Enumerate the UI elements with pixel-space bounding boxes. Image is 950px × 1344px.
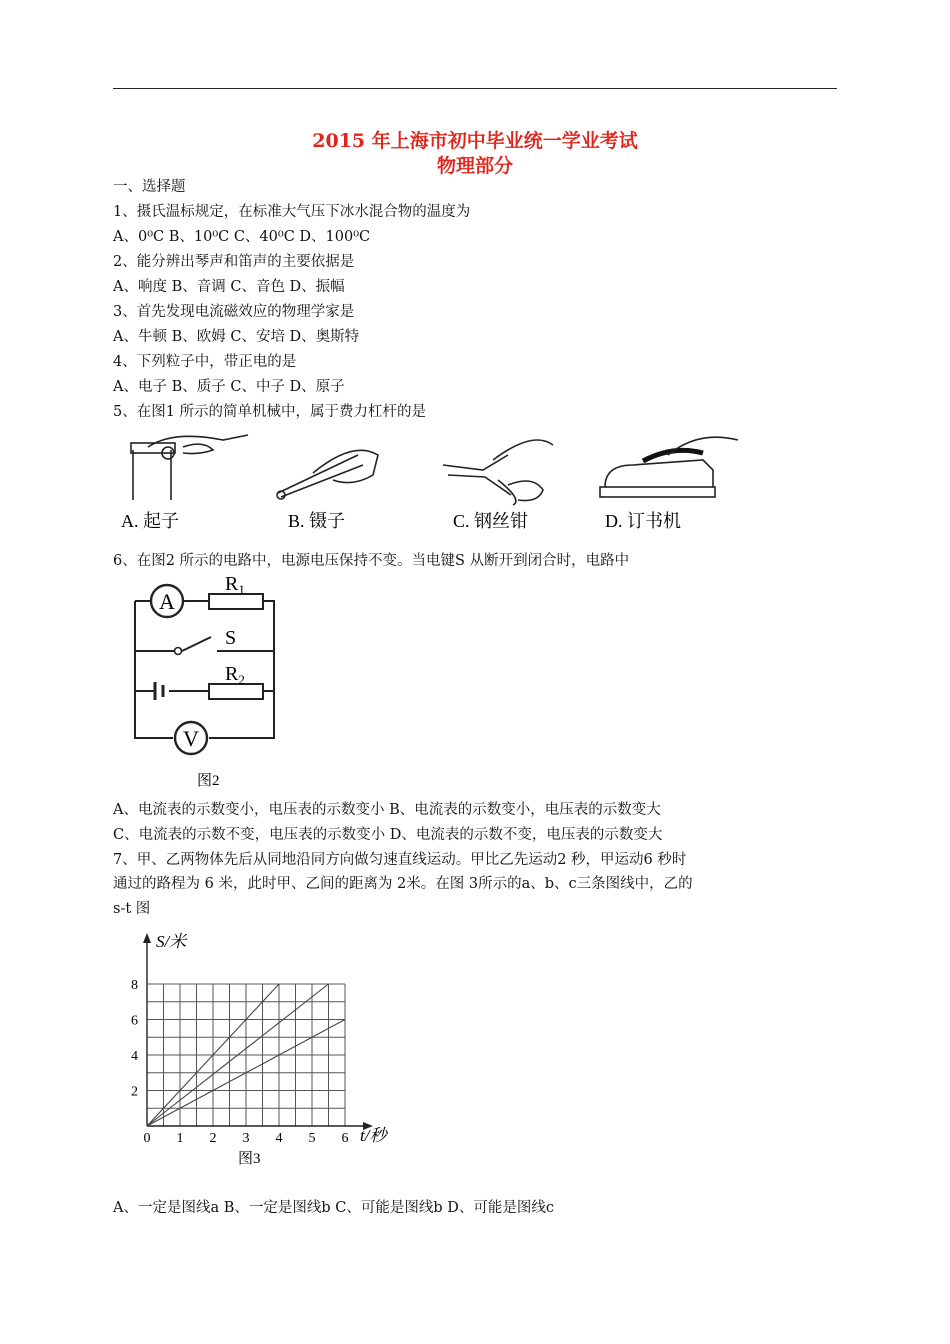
y-tick-label: 8 [131, 978, 138, 993]
r2-label: $R_2$ [225, 663, 245, 687]
ammeter-label: A [159, 589, 175, 614]
fig1-label-b: B. 镊子 [288, 511, 346, 531]
x-tick-label: 3 [242, 1131, 250, 1146]
voltmeter-label: V [183, 726, 199, 751]
switch-contact [175, 648, 182, 655]
q3-stem: 3、首先发现电流磁效应的物理学家是 [113, 304, 355, 320]
x-axis-label: t/秒 [360, 1126, 387, 1145]
x-tick-label: 0 [143, 1131, 151, 1146]
x-tick-label: 5 [308, 1131, 316, 1146]
battery-symbol [155, 682, 163, 700]
x-tick-label: 6 [341, 1131, 349, 1146]
x-tick-label: 2 [209, 1131, 217, 1146]
q7-options: A、一定是图线a B、一定是图线b C、可能是图线b D、可能是图线c [113, 1200, 555, 1216]
q2-stem: 2、能分辨出琴声和笛声的主要依据是 [113, 254, 355, 270]
q6-options-cd: C、电流表的示数不变，电压表的示数变小 D、电流表的示数不变，电压表的示数变大 [113, 827, 663, 843]
x-tick-label: 4 [275, 1131, 283, 1146]
fig1-label-d: D. 订书机 [605, 511, 681, 531]
figure-3-st-chart [120, 925, 410, 1175]
fig1-label-a: A. 起子 [121, 511, 179, 531]
q7-line3: s-t 图 [113, 901, 151, 917]
figure-2-circuit [125, 572, 285, 792]
fig3-caption: 图3 [238, 1151, 261, 1167]
exam-title: 2015 年上海市初中毕业统一学业考试 [312, 130, 638, 152]
stapler-drawing [600, 437, 738, 497]
y-axis-label: S/米 [156, 932, 187, 951]
q5-stem: 5、在图1 所示的简单机械中，属于费力杠杆的是 [113, 404, 427, 420]
figure-1-tools [113, 425, 753, 535]
q4-options: A、电子 B、质子 C、中子 D、原子 [113, 379, 345, 395]
r1-label: $R_1$ [225, 573, 245, 597]
header-rule [113, 88, 837, 89]
resistor-r2 [209, 684, 263, 699]
q1-options: A、0⁰C B、10⁰C C、40⁰C D、100⁰C [113, 229, 371, 245]
tweezers-drawing [277, 450, 378, 499]
exam-subtitle: 物理部分 [436, 155, 513, 177]
section-heading: 一、选择题 [113, 179, 186, 195]
bottle-opener-drawing [131, 435, 248, 500]
y-tick-label: 6 [131, 1013, 138, 1029]
q3-options: A、牛顿 B、欧姆 C、安培 D、奥斯特 [113, 329, 360, 345]
resistor-r1 [209, 594, 263, 609]
fig2-caption: 图2 [197, 773, 220, 789]
fig1-label-c: C. 钢丝钳 [453, 511, 529, 531]
switch-label: S [225, 627, 237, 649]
y-tick-label: 2 [131, 1084, 138, 1100]
q6-stem: 6、在图2 所示的电路中，电源电压保持不变。当电键S 从断开到闭合时，电路中 [113, 553, 630, 569]
q2-options: A、响度 B、音调 C、音色 D、振幅 [113, 279, 345, 295]
q7-line2: 通过的路程为 6 米，此时甲、乙间的距离为 2米。在图 3所示的a、b、c三条图线中，乙的 [113, 876, 693, 892]
y-tick-label: 4 [131, 1049, 138, 1064]
x-tick-label: 1 [176, 1131, 184, 1146]
pliers-drawing [443, 440, 553, 505]
q7-line1: 7、甲、乙两物体先后从同地沿同方向做匀速直线运动。甲比乙先运动2 秒，甲运动6 秒时 [113, 852, 687, 868]
q6-options-ab: A、电流表的示数变小，电压表的示数变小 B、电流表的示数变小，电压表的示数变大 [113, 802, 661, 818]
q4-stem: 4、下列粒子中，带正电的是 [113, 354, 297, 370]
q1-stem: 1、摄氏温标规定，在标准大气压下冰水混合物的温度为 [113, 204, 471, 220]
y-axis-arrow [143, 933, 151, 943]
